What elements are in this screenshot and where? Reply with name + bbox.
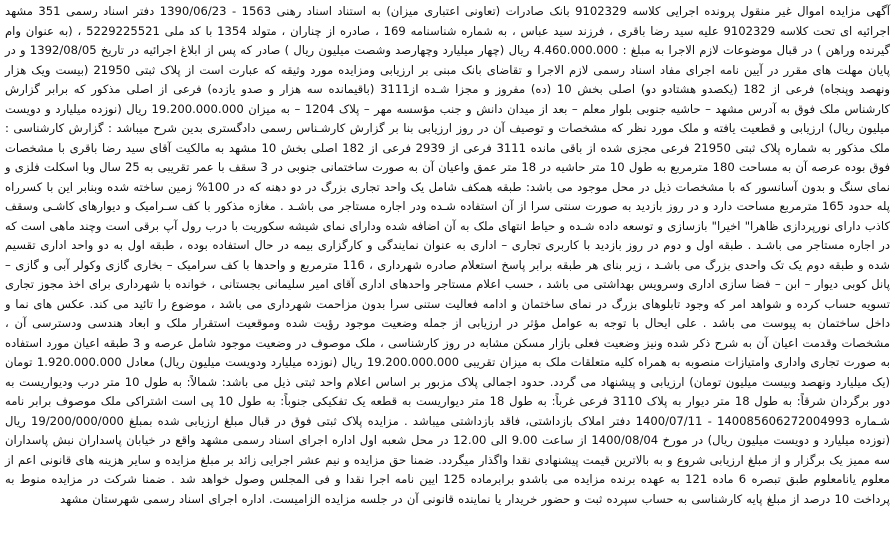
auction-notice-text: آگهی مزایده اموال غیر منقول پرونده اجرایی کلاسه 9102329 بانک صادرات (تعاونی اعتباری میزان) به استناد اسناد رهنی 1563 - 1390/06/23 دفتر اسناد رسمی 351 مشهد اجرائیه ای تحت کلاسه 9102329 علیه سید رضا باقری ، فرزند سید عباس ، به شماره شناسنامه 169 ، صادره از چناران ، متولد 1354 با کد ملی 5229225521 ، (به عنوان وام گیرنده وراهن ) در قبال موضوعات لازم الاجرا به مبلغ : 4.460.000.000 ریال (چهار میلیارد وچهارصد وشصت میلیون ریال ) صادر که پس از ابلاغ اجرائیه در تاریخ 1392/08/05 و در پایان مهلت های مقرر در آیین نامه اجرای مفاد اسناد رسمی لازم الاجرا و تقاضای بانک مبنی بر ارزیابی ومزایده مورد وثیقه که عبارت است از پلاک ثبتی 21950 (بیست ویک هزار ونهصد وپنجاه) فرعی از 182 (یکصدو هشتادو دو) اصلی بخش 10 (ده) مفروز و مجزا شـده از3111 (باقیمانده سه هزار و صدو یازده) فرعی از اصلی مذکور که برابر گزارش کارشناس ملک فوق به آدرس مشهد – حاشیه جنوبی بلوار معلم – بعد از میدان دانش و جنب مؤسسه مهر – پلاک 1204 – به میزان 19.200.000.000 ریال (نوزده میلیارد و دویست میلیون ریال) ارزیابی و قطعیت یافته و ملک مورد نظر که مشخصات و توصیف آن در روز ارزیابی بنا بر گزارش کارشـناس رسمی دادگستری بدین شرح میباشد : گزارش کارشناسی : ملک مذکور به شماره پلاک ثبتی 21950 فرعی مجزی شده از باقی مانده 3111 فرعی از 2939 فرعی از 182 اصلی بخش 10 مشهد به مالکیت آقای سید رضا باقری با مشخصات فوق بوده عرصه آن به مساحت 180 مترمربع به طول 10 متر حاشیه در 18 متر عمق واعیان آن به صورت ساختمانی جنوبی در 3 سقف با عمر تقریبی به 25 سال وبا اسکلت فلزی و نمای سنگ و بدون آسانسور که با مشخصات ذیل در محل موجود می باشد: طبقه همکف شامل یک واحد تجاری بزرگ در دو دهنه که در 100% زمین ساخته شده وبنابر این با کسرراه پله حدود 165 مترمربع مساحت دارد و در روز بازدید به صورت سنتی سرا از آن استفاده شـده ودر اجاره مستاجر می باشـد . مغازه مذکور با کف سـرامیک و دیوارهای کاشـی وسقف کاذب دارای نورپردازی ظاهرا" اخیرا" بازسازی و توسعه داده شـده و حیاط انتهای ملک به آن اضافه شده ودارای نمای شیشه سکوریت با درب رول آپ برقی است وچند ماهی است که در اجاره مستاجر می باشـد . طبقه اول و دوم در روز بازدید با کاربری تجاری – اداری به عنوان نمایندگی و کارگزاری بیمه در حال استفاده بوده ، طبقه اول به دو واحد اداری تقسیم شده و طبقه دوم یک تک واحدی بزرگ می باشـد ، زیر بنای هر طبقه برابر پاسخ استعلام صادره شهرداری ، 116 مترمربع و واحدها با کف سرامیک – بخاری گازی وکولر آبی و گازی – پانل کوبی دیوار – ابن – فضا سازی اداری وسرویس بهداشتی می باشد ، حسب اعلام مستاجر واحدهای اداری آقای امیر سلیمانی بجستانی ، خوانده با شهرداری برای اخذ مجوز تجاری تسویه حساب کرده و شواهد امر که وجود تابلوهای بزرگ در نمای ساختمان و ادامه فعالیت ستنی سرا بدون مزاحمت شهرداری می باشد ، موضوع را تائید می کند. عکس های نما و داخل ساختمان به پیوست می باشد . علی ایحال با توجه به عوامل مؤثر در ارزیابی از جمله وضعیت موجود رؤیت شده وموقعیت استقرار ملک و ابعاد هندسی ودسترسی آن ، مشخصات وقدمت اعیان آن به شرح ذکر شده ونیز وضعیت فعلی بازار مسکن مشابه در روز کارشناسی ، ملک موصوف در وضعیت موجود شامل عرصه و 3 طبقه اعیان مورد استفاده به صورت تجاری واداری وامتیازات منصوبه به همراه کلیه متعلقات ملک به میزان تقریبی 19.200.000.000 ریال (نوزده میلیارد ودویست میلیون ریال) معادل 1.920.000.000 تومان (یک میلیارد ونهصد وبیست میلیون تومان) ارزیابی و پیشنهاد می گردد. حدود اجمالی پلاک مزبور بر اساس اعلام واحد ثبتی ذیل می باشد: شمالاً: به طول 10 متر درب ودیواریست به دور برگردان شرقاً: به طول 18 متر دیوار به پلاک 3110 فرعی غرباً: به طول 18 متر دیواریست به قطعه یک تفکیکی جنوباً: به طول 10 پی است اشتراکی ملک موصوف برابر نامه شـماره 140085606272004993 - 1400/07/11 دفتر املاک بازداشتی، فاقد بازداشتی میباشد . مزایده پلاک ثبتی فوق در قبال مبلغ ارزیابی شده بمبلغ 19/200/000/000 ریال (نوزده میلیارد و دویست میلیون ریال) در مورخ 1400/08/04 از ساعت 9.00 الی 12.00 در محل شعبه اول اداره اجرای اسناد رسمی مشهد واقع در خیابان پاسداران نبش پاسداران سه ممیز یک برگزار و از مبلغ ارزیابی شروع و به بالاترین قیمت پیشنهادی نقدا واگذار میگردد. ضمنا حق مزایده و نیم عشر اجرایی زائد بر مبلغ مزایده و سایر هزینه های قانونی اعم از معلوم یانامعلوم طبق تبصره 6 ماده 121 به عهده برنده مزایده می باشدو برابرماده 125 ایین نامه اجرا نقدا و فی المجلس وصول خواهد شد . ضمنا شرکت در مزایده منوط به پرداخت 10 درصد از مبلغ پایه کارشناسی به حساب سپرده ثبت و حضور خریدار یا نماینده قانونی آن در جلسه مزایده الزامیست. اداره اجرای اسناد رسمی شهرستان مشهد bbox=[5, 4, 891, 506]
